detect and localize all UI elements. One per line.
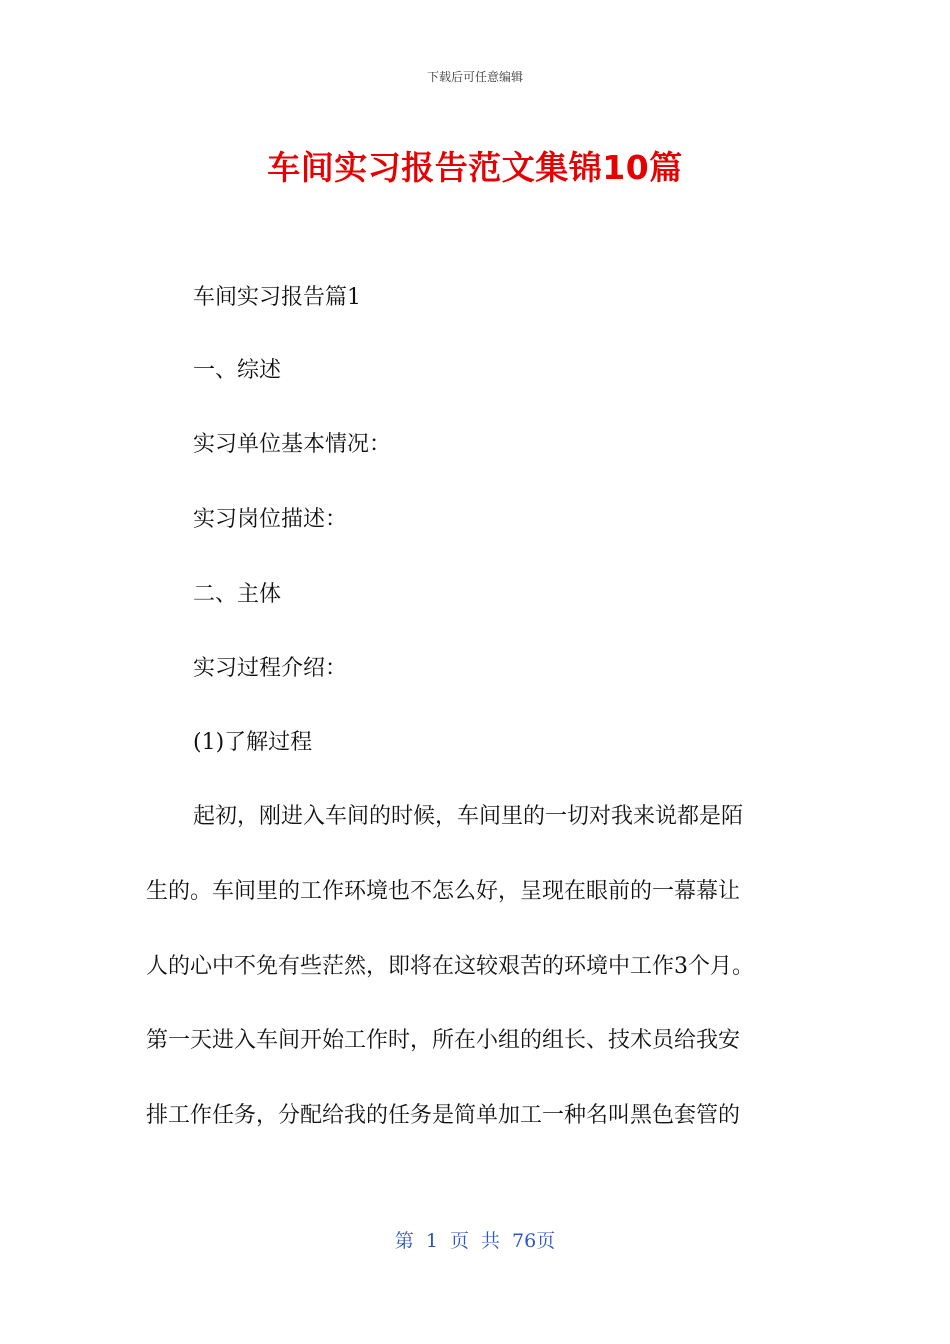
- paragraph-line: 人的心中不免有些茫然，即将在这较艰苦的环境中工作3个月。: [146, 954, 754, 979]
- paragraph-line: 实习岗位描述：: [193, 507, 348, 532]
- paragraph-line: 排工作任务，分配给我的任务是简单加工一种名叫黑色套管的: [146, 1103, 741, 1128]
- page-number: 第 1 页 共 76页: [394, 1230, 556, 1252]
- paragraph-line: 起初，刚进入车间的时候，车间里的一切对我来说都是陌: [193, 804, 744, 829]
- paragraph-line: 实习过程介绍：: [193, 656, 348, 681]
- section-heading: 车间实习报告篇1: [193, 285, 361, 310]
- subsection-heading: (1)了解过程: [193, 730, 313, 755]
- section-heading: 二、主体: [193, 582, 282, 607]
- header-note: 下载后可任意编辑: [426, 70, 523, 84]
- paragraph-line: 实习单位基本情况：: [193, 432, 392, 457]
- paragraph-line: 第一天进入车间开始工作时，所在小组的组长、技术员给我安: [146, 1028, 741, 1053]
- paragraph-line: 生的。车间里的工作环境也不怎么好，呈现在眼前的一幕幕让: [146, 879, 741, 904]
- section-heading: 一、综述: [193, 358, 282, 383]
- document-title: 车间实习报告范文集锦10篇: [267, 148, 683, 187]
